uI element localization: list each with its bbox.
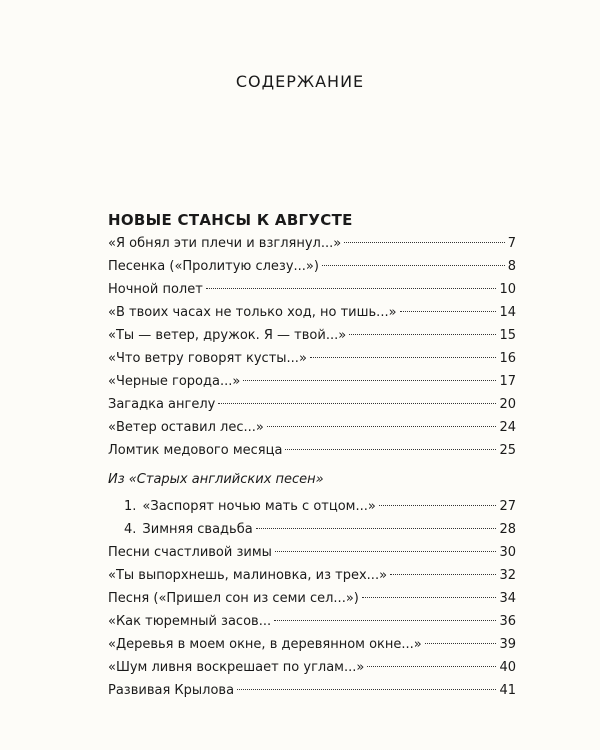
entry-title: Ломтик медового месяца bbox=[108, 443, 283, 458]
toc-entry[interactable] bbox=[108, 633, 516, 656]
entry-page: 8 bbox=[507, 259, 516, 274]
toc-entry[interactable] bbox=[108, 370, 516, 393]
toc-entry[interactable] bbox=[108, 324, 516, 347]
entry-page: 15 bbox=[499, 328, 516, 343]
dot-leader bbox=[349, 334, 496, 335]
entry-page: 30 bbox=[499, 545, 516, 560]
entry-page: 25 bbox=[499, 443, 516, 458]
toc-entry[interactable] bbox=[108, 232, 516, 255]
subsection-title: Из «Старых английских песен» bbox=[108, 472, 324, 487]
dot-leader bbox=[310, 357, 497, 358]
dot-leader bbox=[362, 597, 497, 598]
entry-page: 10 bbox=[499, 282, 516, 297]
entry-page: 17 bbox=[499, 374, 516, 389]
dot-leader bbox=[267, 426, 497, 427]
toc-entry[interactable] bbox=[108, 495, 516, 518]
entry-title: «Деревья в моем окне, в деревянном окне...» bbox=[108, 637, 422, 652]
entry-title: «Ты выпорхнешь, малиновка, из трех...» bbox=[108, 568, 388, 583]
entry-title: Зимняя свадьба bbox=[142, 522, 253, 537]
table-of-contents bbox=[108, 208, 516, 702]
dot-leader bbox=[285, 449, 496, 450]
entry-page: 41 bbox=[499, 683, 516, 698]
dot-leader bbox=[425, 643, 497, 644]
dot-leader bbox=[367, 666, 496, 667]
entry-number: 1. bbox=[124, 499, 137, 514]
entry-title: Развивая Крылова bbox=[108, 683, 235, 698]
page-title: СОДЕРЖАНИЕ bbox=[235, 72, 365, 91]
dot-leader bbox=[400, 311, 497, 312]
entry-title: «Я обнял эти плечи и взглянул...» bbox=[108, 236, 342, 251]
entry-page: 27 bbox=[499, 499, 516, 514]
entry-number: 4. bbox=[124, 522, 137, 537]
toc-entry[interactable] bbox=[108, 439, 516, 462]
toc-entry[interactable] bbox=[108, 347, 516, 370]
toc-entry[interactable] bbox=[108, 610, 516, 633]
dot-leader bbox=[274, 620, 496, 621]
entry-title: «Заспорят ночью мать с отцом...» bbox=[142, 499, 376, 514]
entry-page: 24 bbox=[499, 420, 516, 435]
toc-entry[interactable] bbox=[108, 393, 516, 416]
entry-title: «Что ветру говорят кусты...» bbox=[108, 351, 307, 366]
toc-entry[interactable] bbox=[108, 301, 516, 324]
toc-entry[interactable] bbox=[108, 541, 516, 564]
entry-page: 28 bbox=[499, 522, 516, 537]
entry-title: «Черные города...» bbox=[108, 374, 241, 389]
dot-leader bbox=[390, 574, 496, 575]
entry-title: «Ты — ветер, дружок. Я — твой...» bbox=[108, 328, 347, 343]
toc-entry[interactable] bbox=[108, 656, 516, 679]
dot-leader bbox=[206, 288, 497, 289]
entry-page: 36 bbox=[499, 614, 516, 629]
toc-entry[interactable] bbox=[108, 587, 516, 610]
toc-entry[interactable] bbox=[108, 278, 516, 301]
entry-title: Песни счастливой зимы bbox=[108, 545, 272, 560]
dot-leader bbox=[275, 551, 497, 552]
dot-leader bbox=[237, 689, 496, 690]
entry-page: 34 bbox=[499, 591, 516, 606]
entry-title: Песенка («Пролитую слезу...») bbox=[108, 259, 319, 274]
dot-leader bbox=[256, 528, 497, 529]
section-title: НОВЫЕ СТАНСЫ К АВГУСТЕ bbox=[108, 211, 353, 229]
entry-title: «Как тюремный засов... bbox=[108, 614, 272, 629]
entry-page: 32 bbox=[499, 568, 516, 583]
dot-leader bbox=[218, 403, 496, 404]
dot-leader bbox=[243, 380, 496, 381]
entry-page: 20 bbox=[499, 397, 516, 412]
entry-title: «В твоих часах не только ход, но тишь...» bbox=[108, 305, 397, 320]
dot-leader bbox=[344, 242, 505, 243]
entry-page: 7 bbox=[507, 236, 516, 251]
entry-title: «Ветер оставил лес...» bbox=[108, 420, 264, 435]
entry-page: 40 bbox=[499, 660, 516, 675]
toc-entry[interactable] bbox=[108, 255, 516, 278]
entry-page: 39 bbox=[499, 637, 516, 652]
toc-entry[interactable] bbox=[108, 416, 516, 439]
toc-entry[interactable] bbox=[108, 564, 516, 587]
toc-entry[interactable] bbox=[108, 518, 516, 541]
entry-page: 14 bbox=[499, 305, 516, 320]
dot-leader bbox=[379, 505, 497, 506]
dot-leader bbox=[322, 265, 505, 266]
entry-title: Ночной полет bbox=[108, 282, 203, 297]
entry-page: 16 bbox=[499, 351, 516, 366]
entry-title: «Шум ливня воскрешает по углам...» bbox=[108, 660, 365, 675]
entry-title: Загадка ангелу bbox=[108, 397, 216, 412]
entry-title: Песня («Пришел сон из семи сел...») bbox=[108, 591, 359, 606]
toc-entry[interactable] bbox=[108, 679, 516, 702]
